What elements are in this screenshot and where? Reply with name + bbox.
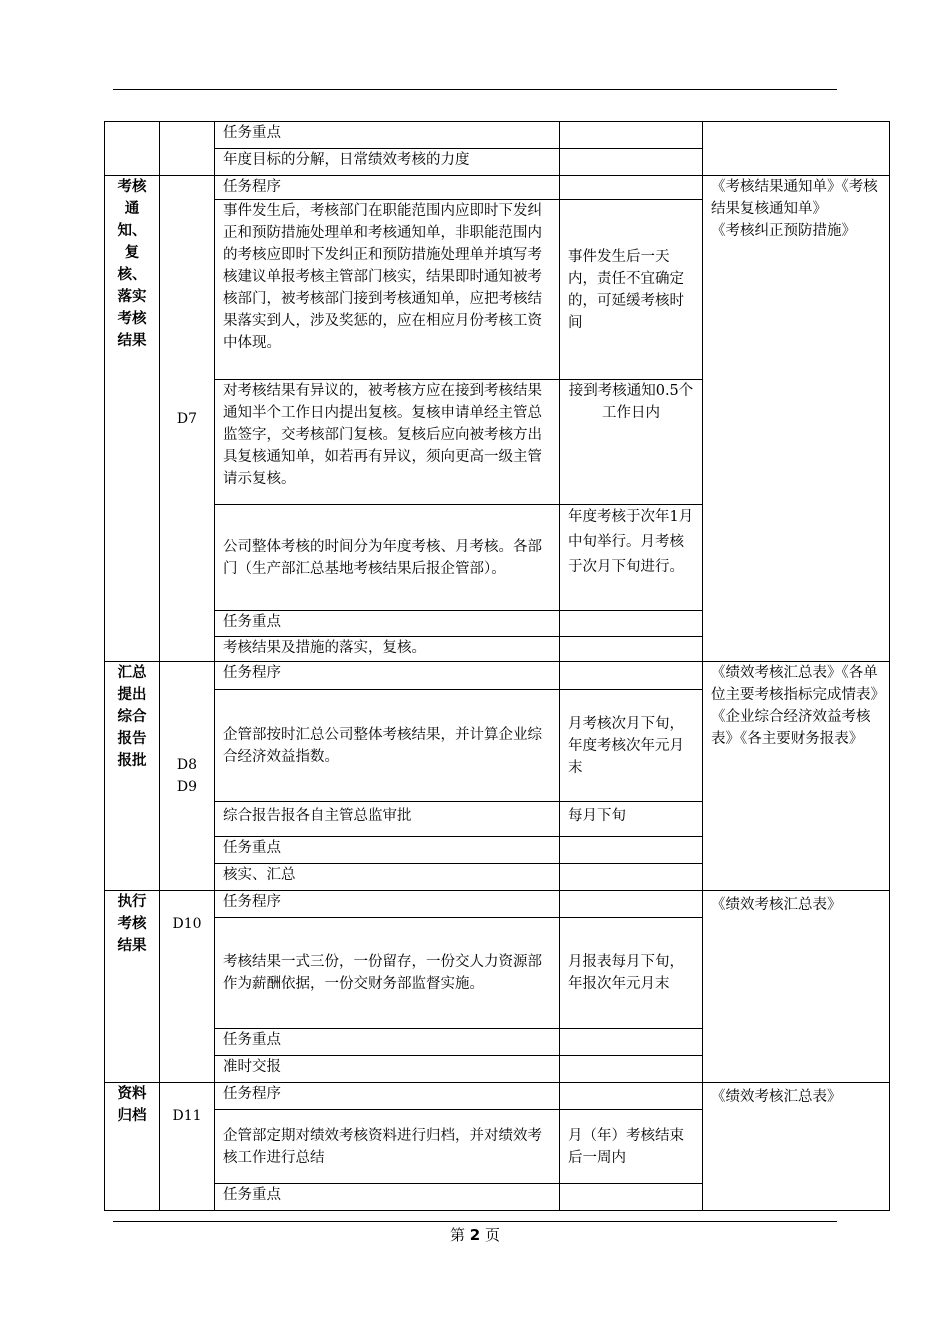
- task-key-value: 考核结果及措施的落实，复核。: [215, 637, 560, 662]
- stage-cell: 执行 考核 结果: [105, 891, 160, 1083]
- footer-prefix: 第: [449, 1226, 465, 1244]
- code-cell: [160, 122, 215, 176]
- header-rule: [113, 89, 837, 90]
- table-row: [105, 1083, 890, 1110]
- task-key-value: 年度目标的分解，日常绩效考核的力度: [215, 149, 560, 176]
- time-cell: [560, 662, 703, 690]
- code-cell: D8 D9: [160, 662, 215, 891]
- time-cell: [560, 149, 703, 176]
- time-cell: [560, 122, 703, 149]
- task-procedure-label: 任务程序: [215, 662, 560, 690]
- time-cell: [560, 1029, 703, 1056]
- task-key-label: 任务重点: [215, 1184, 560, 1211]
- footer-suffix: 页: [485, 1226, 501, 1244]
- task-procedure-label: 任务程序: [215, 891, 560, 918]
- task-procedure-label: 任务程序: [215, 176, 560, 200]
- step-desc: 事件发生后，考核部门在职能范围内应即时下发纠正和预防措施处理单和考核通知单，非职能范围内的考核应即时下发纠正和预防措施处理单并填写考核建议单报考核主管部门核实，结果即时通知被考核部门，被考核部门接到考核通知单，应把考核结果落实到人，涉及奖惩的，应在相应月份考核工资中体现。: [215, 200, 560, 380]
- doc-cell: 《考核结果通知单》《考核结果复核通知单》 《考核纠正预防措施》: [703, 176, 890, 662]
- task-key-value: 核实、汇总: [215, 864, 560, 891]
- time-cell: [560, 1184, 703, 1211]
- task-key-label: 任务重点: [215, 1029, 560, 1056]
- step-desc: 企管部定期对绩效考核资料进行归档，并对绩效考核工作进行总结: [215, 1110, 560, 1184]
- step-desc: 考核结果一式三份，一份留存，一份交人力资源部作为薪酬依据，一份交财务部监督实施。: [215, 918, 560, 1029]
- task-procedure-label: 任务程序: [215, 1083, 560, 1110]
- doc-cell: [703, 122, 890, 176]
- table-row: [105, 176, 890, 200]
- step-desc: 综合报告报各自主管总监审批: [215, 802, 560, 837]
- code-cell: D10: [160, 891, 215, 1083]
- process-table: [104, 121, 890, 1211]
- page-footer: [0, 1224, 950, 1245]
- page-number: 2: [469, 1226, 481, 1244]
- time-cell: [560, 1083, 703, 1110]
- stage-cell: 考核 通 知、 复 核、 落实 考核 结果: [105, 176, 160, 662]
- stage-cell: 资料 归档: [105, 1083, 160, 1211]
- step-time: 月报表每月下旬，年报次年元月末: [560, 918, 703, 1029]
- time-cell: [560, 611, 703, 637]
- task-key-label: 任务重点: [215, 122, 560, 149]
- task-key-label: 任务重点: [215, 611, 560, 637]
- step-time: 每月下旬: [560, 802, 703, 837]
- code-cell: D7: [160, 176, 215, 662]
- step-time: 接到考核通知0.5个工作日内: [560, 380, 703, 505]
- table-row: [105, 122, 890, 149]
- step-time: 事件发生后一天内，责任不宜确定的，可延缓考核时间: [560, 200, 703, 380]
- time-cell: [560, 891, 703, 918]
- step-time: 年度考核于次年1月中旬举行。月考核于次月下旬进行。: [560, 505, 703, 611]
- table-row: [105, 891, 890, 918]
- doc-cell: 《绩效考核汇总表》《各单位主要考核指标完成情表》《企业综合经济效益考核表》《各主要财务报表》: [703, 662, 890, 891]
- step-desc: 公司整体考核的时间分为年度考核、月考核。各部门（生产部汇总基地考核结果后报企管部）。: [215, 505, 560, 611]
- step-desc: 对考核结果有异议的，被考核方应在接到考核结果通知半个工作日内提出复核。复核申请单经主管总监签字，交考核部门复核。复核后应向被考核方出具复核通知单，如若再有异议，须向更高一级主管请示复核。: [215, 380, 560, 505]
- time-cell: [560, 637, 703, 662]
- time-cell: [560, 864, 703, 891]
- task-key-label: 任务重点: [215, 837, 560, 864]
- table-row: [105, 662, 890, 690]
- task-key-value: 准时交报: [215, 1056, 560, 1083]
- doc-cell: 《绩效考核汇总表》: [703, 1083, 890, 1211]
- doc-cell: 《绩效考核汇总表》: [703, 891, 890, 1083]
- time-cell: [560, 176, 703, 200]
- step-desc: 企管部按时汇总公司整体考核结果，并计算企业综合经济效益指数。: [215, 690, 560, 802]
- time-cell: [560, 837, 703, 864]
- stage-cell: [105, 122, 160, 176]
- footer-rule: [113, 1221, 837, 1222]
- stage-cell: 汇总 提出 综合 报告 报批: [105, 662, 160, 891]
- code-cell: D11: [160, 1083, 215, 1211]
- step-time: 月（年）考核结束后一周内: [560, 1110, 703, 1184]
- step-time: 月考核次月下旬，年度考核次年元月末: [560, 690, 703, 802]
- time-cell: [560, 1056, 703, 1083]
